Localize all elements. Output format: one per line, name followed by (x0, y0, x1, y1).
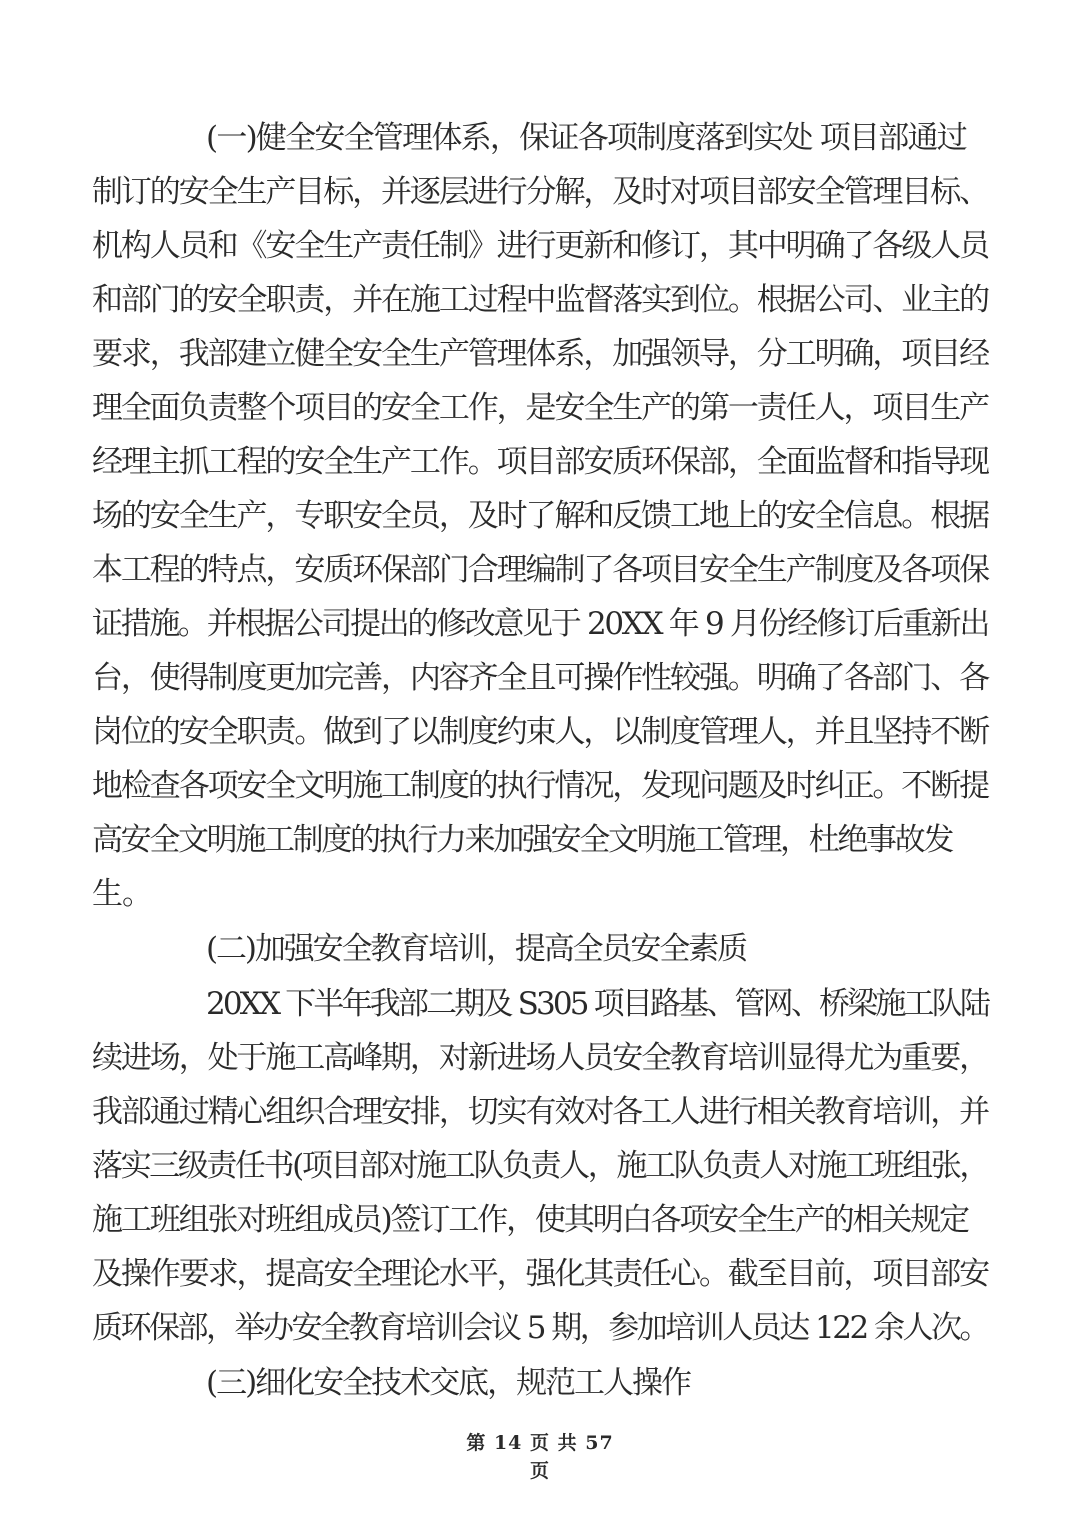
text-line: 经理主抓工程的安全生产工作。项目部安质环保部，全面监督和指导现 (92, 444, 988, 480)
text-line: 续进场，处于施工高峰期，对新进场人员安全教育培训显得尤为重要， (92, 1040, 988, 1076)
text-line: 要求，我部建立健全安全生产管理体系，加强领导，分工明确，项目经 (92, 336, 988, 372)
text-line: 地检查各项安全文明施工制度的执行情况，发现问题及时纠正。不断提 (92, 768, 988, 804)
page-number: 第 14 页 共 57 (466, 1432, 614, 1454)
text-line: 台，使得制度更加完善，内容齐全且可操作性较强。明确了各部门、各 (92, 660, 988, 696)
text-line: 施工班组张对班组成员)签订工作，使其明白各项安全生产的相关规定 (92, 1202, 968, 1238)
section-heading: (三)细化安全技术交底，规范工人操作 (206, 1365, 690, 1401)
text-line: 理全面负责整个项目的安全工作，是安全生产的第一责任人，项目生产 (92, 390, 988, 426)
text-line: 机构人员和《安全生产责任制》进行更新和修订，其中明确了各级人员 (92, 228, 988, 264)
text-line: 高安全文明施工制度的执行力来加强安全文明施工管理，杜绝事故发 (92, 822, 952, 858)
text-line: 本工程的特点，安质环保部门合理编制了各项目安全生产制度及各项保 (92, 552, 988, 588)
text-line: 证措施。并根据公司提出的修改意见于 20XX 年 9 月份经修订后重新出 (92, 606, 988, 642)
section-heading: (二)加强安全教育培训，提高全员安全素质 (206, 931, 746, 967)
text-line: 和部门的安全职责，并在施工过程中监督落实到位。根据公司、业主的 (92, 282, 988, 318)
text-line: 落实三级责任书(项目部对施工队负责人，施工队负责人对施工班组张， (92, 1148, 988, 1184)
text-line: 我部通过精心组织合理安排，切实有效对各工人进行相关教育培训，并 (92, 1094, 988, 1130)
text-line: 质环保部，举办安全教育培训会议 5 期，参加培训人员达 122 余人次。 (92, 1310, 988, 1346)
text-line: 20XX 下半年我部二期及 S305 项目路基、管网、桥梁施工队陆 (206, 986, 988, 1022)
text-line: (一)健全安全管理体系，保证各项制度落到实处 项目部通过 (206, 120, 966, 156)
text-line: 及操作要求，提高安全理论水平，强化其责任心。截至目前，项目部安 (92, 1256, 988, 1292)
text-line: 岗位的安全职责。做到了以制度约束人，以制度管理人，并且坚持不断 (92, 714, 988, 750)
text-line: 生。 (92, 876, 152, 912)
text-line: 场的安全生产，专职安全员，及时了解和反馈工地上的安全信息。根据 (92, 498, 988, 534)
page-number-suffix: 页 (529, 1460, 550, 1481)
text-line: 制订的安全生产目标，并逐层进行分解，及时对项目部安全管理目标、 (92, 174, 988, 210)
